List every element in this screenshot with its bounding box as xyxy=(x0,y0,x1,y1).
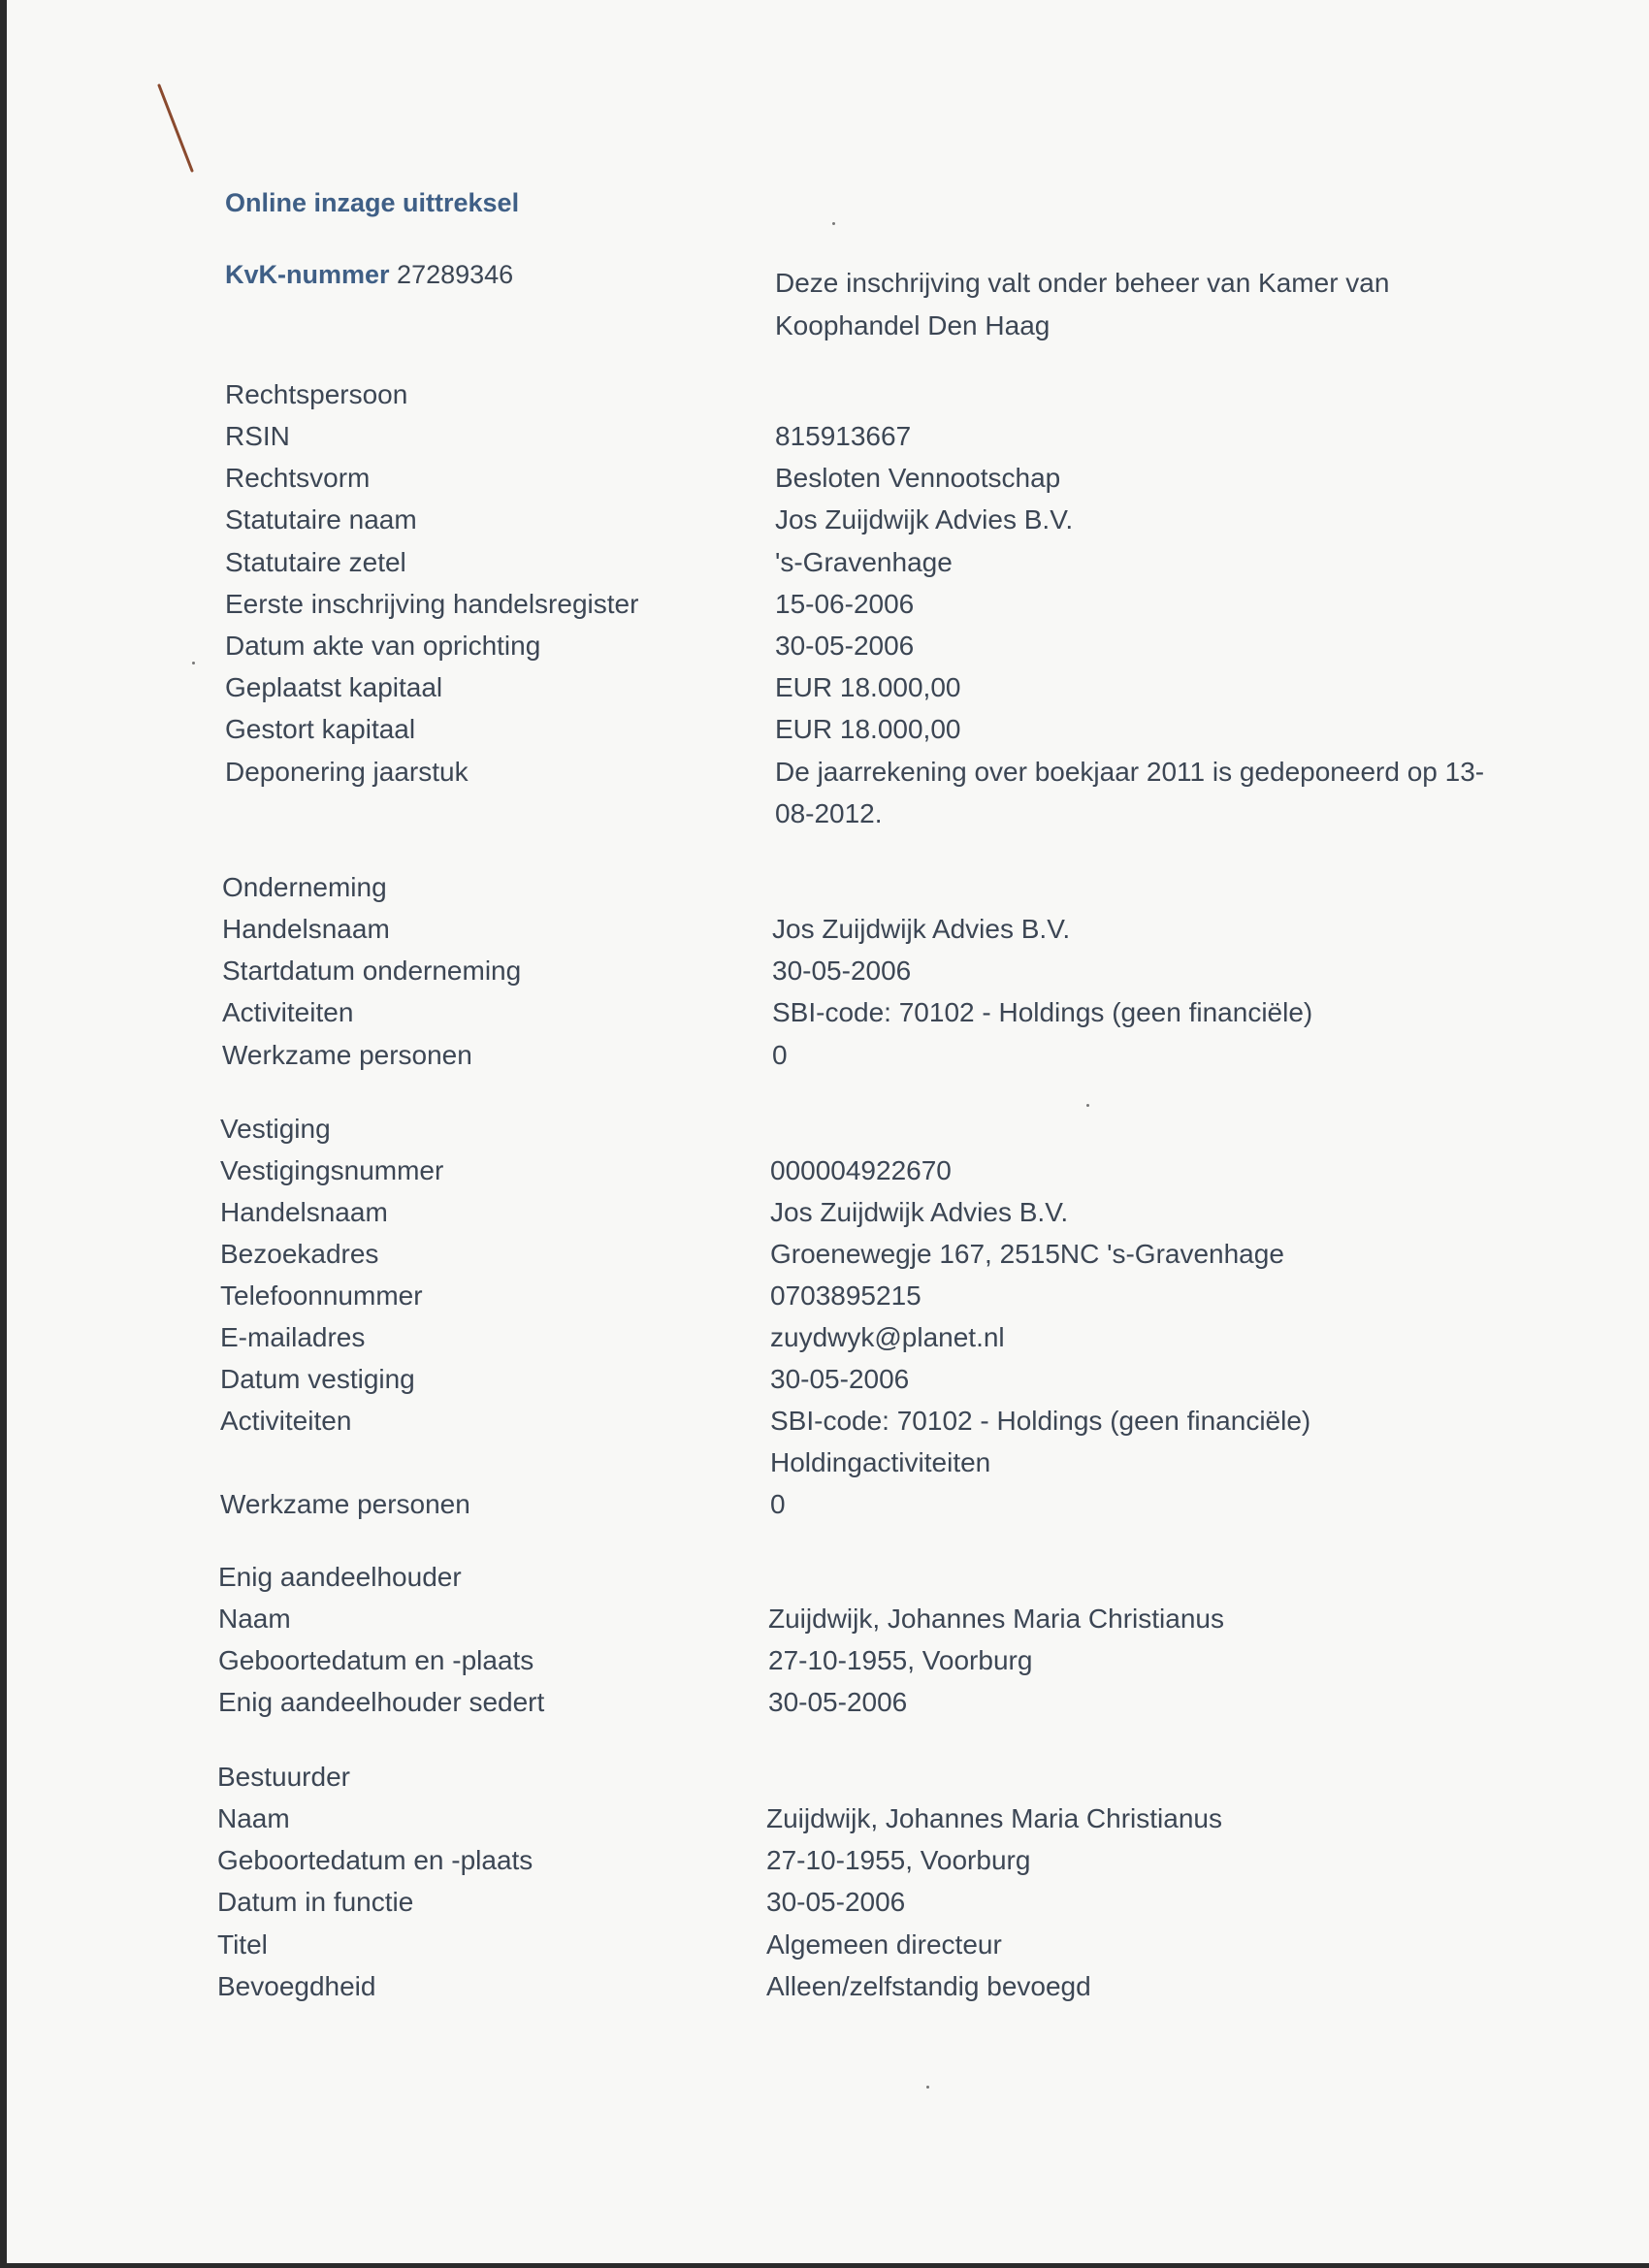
field-label: E-mailadres xyxy=(220,1322,366,1352)
field-label: Rechtsvorm xyxy=(225,463,371,494)
field-label: Gestort kapitaal xyxy=(225,714,416,745)
field-label: Deponering jaarstuk xyxy=(225,756,469,787)
field-label: Naam xyxy=(218,1604,291,1634)
pen-stroke-mark xyxy=(146,78,213,184)
section-title-aandeelhouder: Enig aandeelhouder xyxy=(218,1562,462,1592)
section-title-rechtspersoon: Rechtspersoon xyxy=(225,379,408,409)
field-label: Handelsnaam xyxy=(220,1197,388,1227)
field-label: Vestigingsnummer xyxy=(220,1155,444,1185)
scan-speck xyxy=(192,662,195,664)
field-value: 815913667 xyxy=(775,421,912,451)
field-label: Activiteiten xyxy=(220,1406,352,1436)
field-value: Jos Zuijdwijk Advies B.V. xyxy=(772,914,1071,944)
scan-edge-bottom xyxy=(0,2263,1649,2268)
field-value: 30-05-2006 xyxy=(768,1687,908,1718)
management-note: Deze inschrijving valt onder beheer van Kamer van Koophandel Den Haag xyxy=(775,268,1390,340)
field-value: Algemeen directeur xyxy=(766,1928,1002,1960)
field-value: De jaarrekening over boekjaar 2011 is gedeponeerd op 13-08-2012. xyxy=(775,756,1485,828)
kvk-line xyxy=(225,260,513,290)
field-value: Zuijdwijk, Johannes Maria Christianus xyxy=(766,1803,1222,1833)
field-label: Naam xyxy=(217,1803,290,1833)
field-value: 0 xyxy=(772,1039,788,1070)
field-value: 0703895215 xyxy=(770,1280,922,1311)
section-title-onderneming: Onderneming xyxy=(222,872,387,902)
scan-edge-left xyxy=(0,0,7,2268)
scan-speck xyxy=(832,222,835,225)
field-value: Groenewegje 167, 2515NC 's-Gravenhage xyxy=(770,1239,1284,1269)
kvk-number: 27289346 xyxy=(397,260,514,289)
field-label: Geboortedatum en -plaats xyxy=(217,1845,534,1876)
field-value: 000004922670 xyxy=(770,1155,952,1185)
field-label: Geboortedatum en -plaats xyxy=(218,1645,534,1676)
field-value: EUR 18.000,00 xyxy=(775,672,961,703)
scan-speck xyxy=(926,2086,929,2089)
field-value: SBI-code: 70102 - Holdings (geen financiële) xyxy=(772,997,1313,1028)
field-value: 0 xyxy=(770,1489,786,1519)
field-label: Telefoonnummer xyxy=(220,1280,423,1311)
field-label: Activiteiten xyxy=(222,997,354,1028)
field-label: Bevoegdheid xyxy=(217,1970,376,2001)
field-label: Werkzame personen xyxy=(220,1489,470,1519)
field-label: Statutaire naam xyxy=(225,504,417,535)
field-value: Zuijdwijk, Johannes Maria Christianus xyxy=(768,1604,1224,1634)
field-label: Bezoekadres xyxy=(220,1239,379,1269)
field-label: Startdatum onderneming xyxy=(222,956,522,987)
field-value: 30-05-2006 xyxy=(775,631,915,661)
field-label: Geplaatst kapitaal xyxy=(225,672,443,703)
field-value: SBI-code: 70102 - Holdings (geen financiële) xyxy=(770,1406,1311,1436)
field-value: Alleen/zelfstandig bevoegd xyxy=(766,1970,1091,2001)
field-value: EUR 18.000,00 xyxy=(775,714,961,745)
field-value: 's-Gravenhage xyxy=(775,546,953,577)
field-label: Datum vestiging xyxy=(220,1364,415,1394)
field-value: Jos Zuijdwijk Advies B.V. xyxy=(770,1197,1069,1227)
field-label: Enig aandeelhouder sedert xyxy=(218,1687,545,1718)
field-label: Statutaire zetel xyxy=(225,546,406,577)
section-title-vestiging: Vestiging xyxy=(220,1114,331,1144)
field-label: Datum akte van oprichting xyxy=(225,631,541,661)
field-value: Jos Zuijdwijk Advies B.V. xyxy=(775,504,1074,535)
field-label: Werkzame personen xyxy=(222,1039,472,1070)
field-value-continuation: Holdingactiviteiten xyxy=(770,1447,991,1477)
field-value: 15-06-2006 xyxy=(775,588,915,619)
field-label: Handelsnaam xyxy=(222,914,390,944)
section-title-bestuurder: Bestuurder xyxy=(217,1762,350,1792)
field-value: 30-05-2006 xyxy=(770,1364,910,1394)
field-label: Eerste inschrijving handelsregister xyxy=(225,588,639,619)
field-label: Datum in functie xyxy=(217,1887,414,1918)
field-label: RSIN xyxy=(225,421,290,451)
field-value: 27-10-1955, Voorburg xyxy=(768,1645,1033,1676)
field-value: 27-10-1955, Voorburg xyxy=(766,1845,1031,1876)
field-value: 30-05-2006 xyxy=(772,956,912,987)
field-value: Besloten Vennootschap xyxy=(775,463,1061,494)
field-value: zuydwyk@planet.nl xyxy=(770,1322,1005,1352)
scan-speck xyxy=(1086,1104,1089,1107)
kvk-label: KvK-nummer xyxy=(225,260,390,289)
field-label: Titel xyxy=(217,1928,268,1960)
document-title: Online inzage uittreksel xyxy=(225,188,520,217)
field-value: 30-05-2006 xyxy=(766,1887,906,1918)
